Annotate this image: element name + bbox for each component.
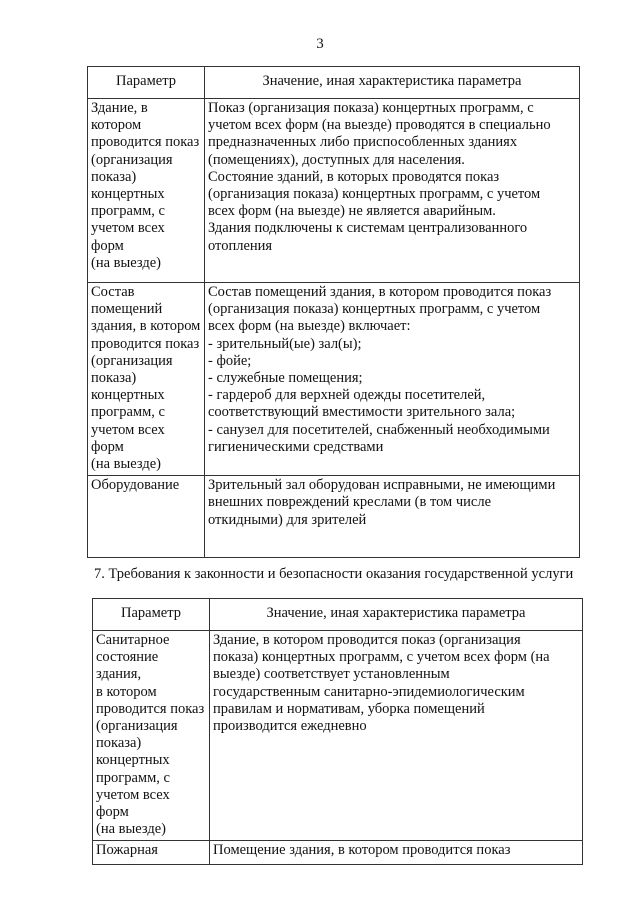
text-line: в котором [96,683,157,700]
text-line: гигиеническими средствами [208,438,384,455]
text-line: здания, в котором [91,318,201,335]
page-number: 3 [316,36,324,52]
table-row-fire [93,841,583,865]
text-line: Помещение здания, в котором проводится показ [213,842,511,859]
text-line: - зрительный(ые) зал(ы); [208,335,362,352]
text-line: проводится показ [91,134,200,151]
text-line: - гардероб для верхней одежды посетителей, [208,387,486,404]
column-header-param: Параметр [88,67,205,99]
row-param-cell [88,99,205,283]
text-line: концертных [91,186,165,203]
text-line: учетом всех форм (на выезде) проводятся в специально [208,117,551,134]
text-line: Санитарное [96,632,170,648]
text-line: Зрительный зал оборудован исправными, не имеющими [208,477,556,494]
text-line: (на выезде) [91,254,161,271]
text-line: государственным санитарно-эпидемиологическим [213,683,525,700]
text-line: откидными) для зрителей [208,511,367,528]
section-heading: 7. Требования к законности и безопасности оказания государственной услуги [94,566,574,582]
text-line: - фойе; [208,352,252,369]
column-header-value: Значение, иная характеристика параметра [210,599,583,631]
text-line: (организация показа) концертных программ, с учетом [208,186,541,203]
text-line: показа) [96,735,142,752]
text-line: проводится показ [91,335,200,352]
text-line: (организация [96,718,178,735]
text-line: Здания подключены к системам централизованного [208,220,528,237]
text-line: программ, с [91,404,165,421]
text-line: предназначенных либо приспособленных зданиях [208,134,518,151]
text-line: учетом всех форм [91,220,165,254]
table-row-sanitary [93,631,583,841]
text-line: показа) [91,168,137,185]
row-value-cell [205,99,580,283]
row-value-cell [205,476,580,558]
text-line: - санузел для посетителей, снабженный необходимыми [208,421,550,438]
text-line: Пожарная [96,842,158,859]
table-row-building [88,99,580,283]
row-param-cell [88,283,205,476]
text-line: Состав помещений здания, в котором проводится показ [208,284,552,300]
text-line: (на выезде) [96,821,166,838]
parameters-table-2 [92,598,583,865]
row-param-cell [93,631,210,841]
text-line: - служебные помещения; [208,370,363,387]
column-header-value: Значение, иная характеристика параметра [205,67,580,99]
text-line: (помещениях), доступных для населения. [208,151,465,168]
text-line: (организация показа) концертных программ, с учетом [208,301,541,318]
text-line: программ, с [96,769,170,786]
text-line: учетом всех форм [91,421,165,455]
parameters-table-1 [87,66,580,558]
text-line: всех форм (на выезде) включает: [208,318,411,335]
row-value-cell [210,631,583,841]
table-row-equipment [88,476,580,558]
text-line: Здание, в котором проводится показ (организация [213,632,521,648]
text-line: внешних повреждений креслами (в том числе [208,494,492,511]
text-line: правилам и нормативам, уборка помещений [213,700,485,717]
text-line: учетом всех форм [96,786,170,821]
column-header-param: Параметр [93,599,210,631]
table-row-premises [88,283,580,476]
text-line: Оборудование [91,477,180,494]
row-param-cell [93,841,210,865]
text-line: проводится показ [96,700,205,717]
text-line: концертных [96,752,170,769]
text-line: Показ (организация показа) концертных программ, с [208,100,534,116]
text-line: Состав [91,284,135,300]
text-line: отопления [208,237,273,254]
text-line: соответствующий вместимости зрительного зала; [208,404,516,421]
row-value-cell [210,841,583,865]
row-param-cell [88,476,205,558]
table-header-row [88,67,580,99]
text-line: всех форм (на выезде) не является аварийным. [208,203,496,220]
text-line: состояние здания, [96,649,159,683]
text-line: концертных [91,387,165,404]
text-line: показа) концертных программ, с учетом всех форм (на [213,649,550,666]
text-line: программ, с [91,203,165,220]
text-line: показа) [91,370,137,387]
text-line: выезде) соответствует установленным [213,666,450,683]
text-line: (на выезде) [91,456,161,473]
text-line: помещений [91,301,163,318]
text-line: Здание, в котором [91,100,148,134]
text-line: производится ежедневно [213,718,367,735]
text-line: (организация [91,352,173,369]
table-header-row [93,599,583,631]
row-value-cell [205,283,580,476]
text-line: (организация [91,151,173,168]
text-line: Состояние зданий, в которых проводятся показ [208,168,500,185]
